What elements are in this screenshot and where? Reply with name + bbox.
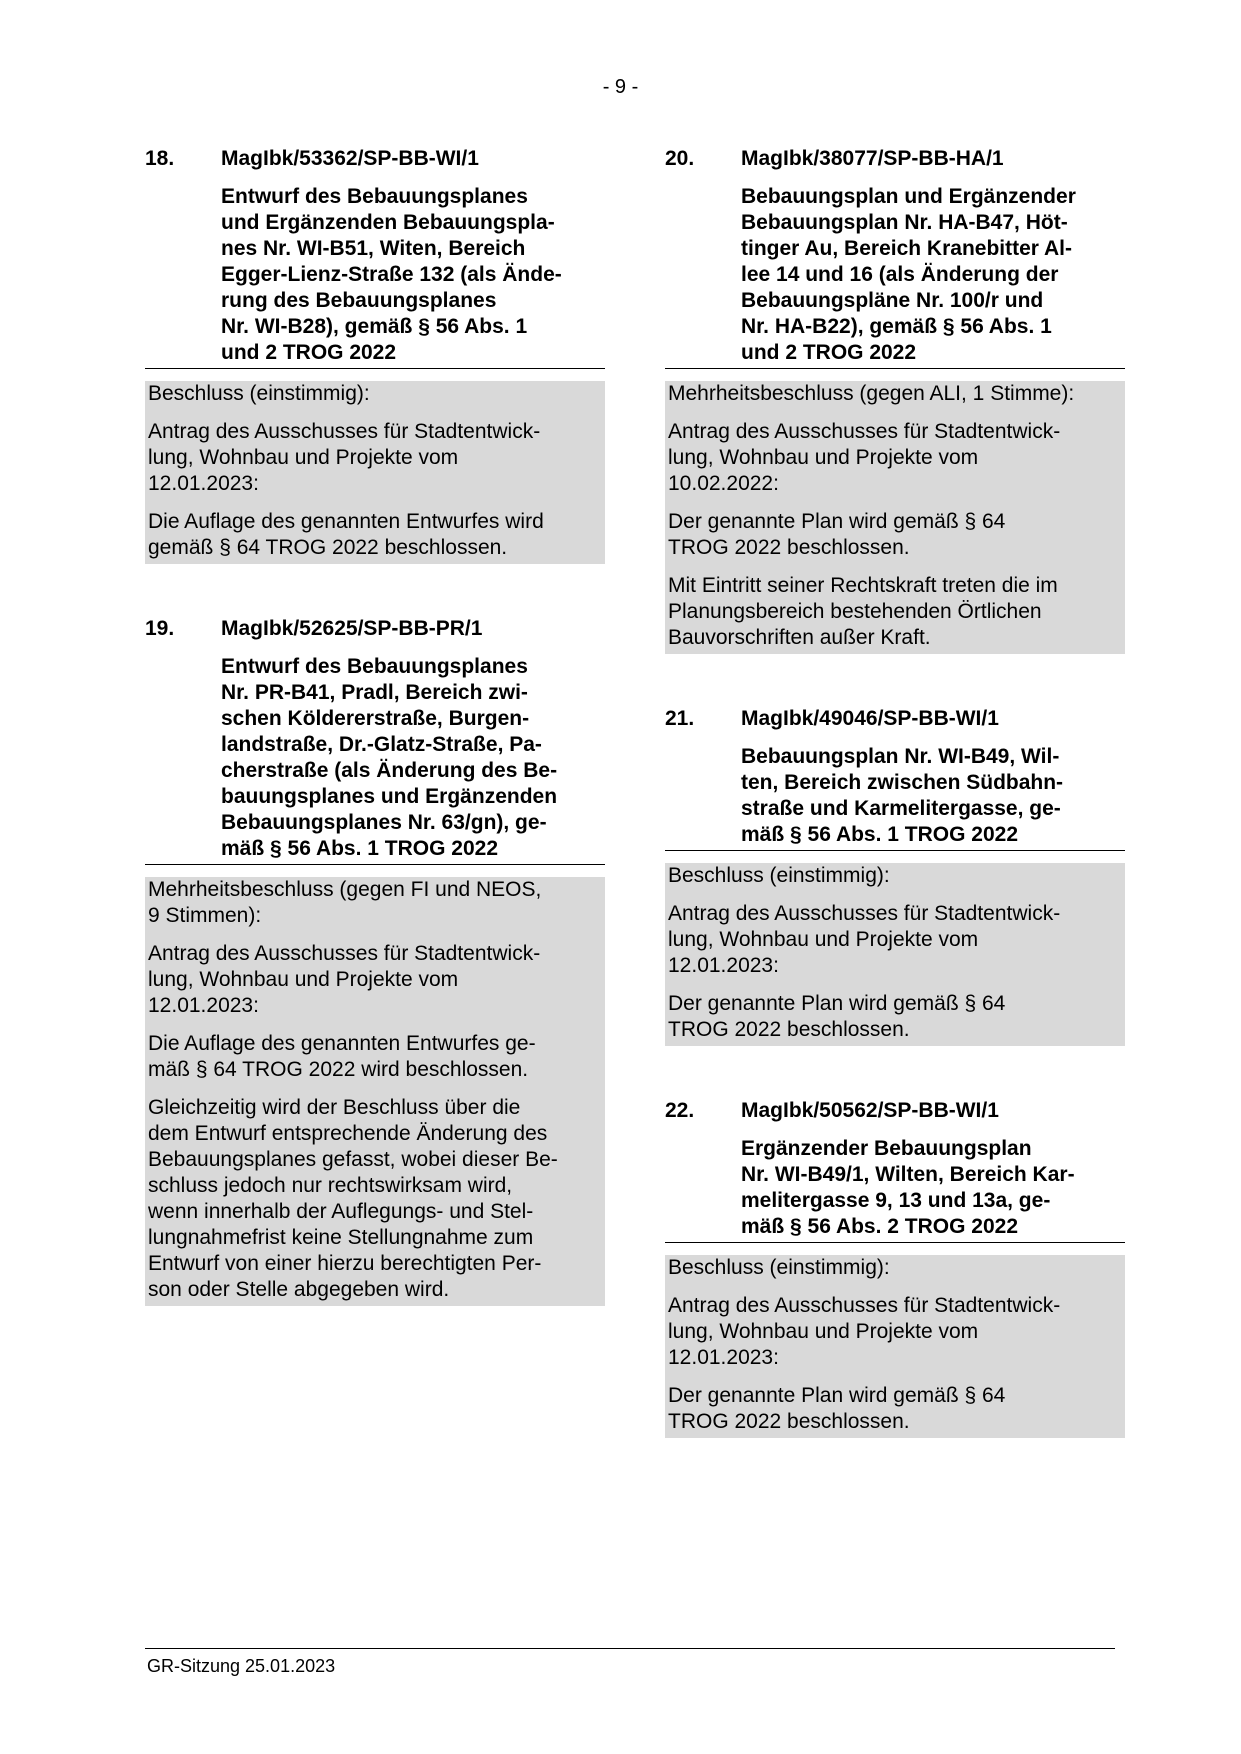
title-line: Bebauungsplan Nr. HA-B47, Höt-: [741, 211, 1068, 234]
decision-line: 12.01.2023:: [668, 954, 779, 977]
agenda-item-title: [665, 744, 1125, 851]
decision-line: Die Auflage des genannten Entwurfes wird: [148, 510, 544, 533]
title-line: Bebauungspläne Nr. 100/r und: [741, 289, 1044, 312]
title-line: und 2 TROG 2022: [741, 341, 917, 364]
agenda-item: [145, 146, 605, 564]
title-line: Entwurf des Bebauungsplanes: [221, 185, 528, 208]
footer-session-date: GR-Sitzung 25.01.2023: [147, 1656, 336, 1676]
decision-line: Antrag des Ausschusses für Stadtentwick-: [668, 902, 1061, 925]
agenda-item-code: MagIbk/52625/SP-BB-PR/1: [221, 617, 483, 640]
agenda-item-title: [145, 184, 605, 369]
agenda-item-title: [665, 184, 1125, 369]
decision-line: Entwurf von einer hierzu berechtigten Per-: [148, 1252, 542, 1275]
agenda-item: [665, 146, 1125, 654]
decision-paragraph: [148, 381, 602, 407]
agenda-item-header: [665, 146, 1125, 172]
decision-paragraph: [668, 573, 1122, 651]
title-line: Bebauungsplan Nr. WI-B49, Wil-: [741, 745, 1060, 768]
decision-paragraph: [668, 863, 1122, 889]
decision-line: Planungsbereich bestehenden Örtlichen: [668, 600, 1042, 623]
agenda-item-header: [665, 1098, 1125, 1124]
decision-line: lung, Wohnbau und Projekte vom: [148, 968, 459, 991]
agenda-item-header: [145, 146, 605, 172]
decision-paragraph: [148, 941, 602, 1019]
decision-line: Bebauungsplanes gefasst, wobei dieser Be-: [148, 1148, 558, 1171]
left-column: [145, 146, 605, 1358]
decision-line: son oder Stelle abgegeben wird.: [148, 1278, 450, 1301]
agenda-item-code: MagIbk/53362/SP-BB-WI/1: [221, 147, 479, 170]
decision-line: 9 Stimmen):: [148, 904, 262, 927]
decision-line: Die Auflage des genannten Entwurfes ge-: [148, 1032, 536, 1055]
decision-line: TROG 2022 beschlossen.: [668, 1410, 910, 1433]
title-line: ten, Bereich zwischen Südbahn-: [741, 771, 1064, 794]
decision-paragraph: [668, 1383, 1122, 1435]
decision-line: lung, Wohnbau und Projekte vom: [668, 928, 979, 951]
agenda-item: [665, 1098, 1125, 1438]
decision-line: dem Entwurf entsprechende Änderung des: [148, 1122, 548, 1145]
decision-line: 10.02.2022:: [668, 472, 779, 495]
decision-line: lung, Wohnbau und Projekte vom: [668, 446, 979, 469]
title-line: mäß § 56 Abs. 1 TROG 2022: [221, 837, 499, 860]
agenda-item-header: [145, 616, 605, 642]
decision-line: schluss jedoch nur rechtswirksam wird,: [148, 1174, 513, 1197]
decision-line: Bauvorschriften außer Kraft.: [668, 626, 931, 649]
decision-line: Antrag des Ausschusses für Stadtentwick-: [148, 942, 541, 965]
title-line: Nr. HA-B22), gemäß § 56 Abs. 1: [741, 315, 1052, 338]
decision-paragraph: [668, 991, 1122, 1043]
decision-paragraph: [668, 1293, 1122, 1371]
decision-box: [665, 1255, 1125, 1438]
title-line: Ergänzender Bebauungsplan: [741, 1137, 1032, 1160]
decision-box: [665, 381, 1125, 654]
decision-line: Der genannte Plan wird gemäß § 64: [668, 1384, 1006, 1407]
decision-line: Antrag des Ausschusses für Stadtentwick-: [148, 420, 541, 443]
decision-line: mäß § 64 TROG 2022 wird beschlossen.: [148, 1058, 529, 1081]
decision-line: 12.01.2023:: [668, 1346, 779, 1369]
title-line: mäß § 56 Abs. 1 TROG 2022: [741, 823, 1019, 846]
decision-line: Beschluss (einstimmig):: [148, 382, 370, 405]
title-line: und Ergänzenden Bebauungspla-: [221, 211, 555, 234]
title-line: und 2 TROG 2022: [221, 341, 397, 364]
footer-divider: [145, 1648, 1115, 1649]
title-line: cherstraße (als Änderung des Be-: [221, 759, 558, 782]
decision-line: Mehrheitsbeschluss (gegen FI und NEOS,: [148, 878, 542, 901]
decision-line: lung, Wohnbau und Projekte vom: [668, 1320, 979, 1343]
agenda-item-code: MagIbk/50562/SP-BB-WI/1: [741, 1099, 999, 1122]
decision-paragraph: [148, 1095, 602, 1303]
title-line: bauungsplanes und Ergänzenden: [221, 785, 558, 808]
decision-line: Der genannte Plan wird gemäß § 64: [668, 510, 1006, 533]
decision-paragraph: [668, 381, 1122, 407]
decision-line: Der genannte Plan wird gemäß § 64: [668, 992, 1006, 1015]
decision-line: Mehrheitsbeschluss (gegen ALI, 1 Stimme):: [668, 382, 1075, 405]
agenda-item: [145, 616, 605, 1306]
decision-box: [665, 863, 1125, 1046]
title-line: Nr. WI-B28), gemäß § 56 Abs. 1: [221, 315, 528, 338]
title-line: landstraße, Dr.-Glatz-Straße, Pa-: [221, 733, 542, 756]
title-line: Bebauungsplan und Ergänzender: [741, 185, 1076, 208]
decision-box: [145, 877, 605, 1306]
decision-paragraph: [148, 877, 602, 929]
decision-box: [145, 381, 605, 564]
agenda-item-title: [145, 654, 605, 865]
decision-line: TROG 2022 beschlossen.: [668, 1018, 910, 1041]
title-line: Egger-Lienz-Straße 132 (als Ände-: [221, 263, 562, 286]
decision-line: Beschluss (einstimmig):: [668, 1256, 890, 1279]
decision-line: Beschluss (einstimmig):: [668, 864, 890, 887]
agenda-item-number: 19.: [145, 617, 175, 640]
title-line: Entwurf des Bebauungsplanes: [221, 655, 528, 678]
title-line: mäß § 56 Abs. 2 TROG 2022: [741, 1215, 1019, 1238]
agenda-item-number: 22.: [665, 1099, 695, 1122]
title-line: Nr. WI-B49/1, Wilten, Bereich Kar-: [741, 1163, 1075, 1186]
agenda-item-number: 18.: [145, 147, 175, 170]
decision-line: 12.01.2023:: [148, 994, 259, 1017]
decision-paragraph: [148, 1031, 602, 1083]
agenda-item-code: MagIbk/38077/SP-BB-HA/1: [741, 147, 1004, 170]
title-line: rung des Bebauungsplanes: [221, 289, 497, 312]
decision-line: Antrag des Ausschusses für Stadtentwick-: [668, 1294, 1061, 1317]
agenda-item-header: [665, 706, 1125, 732]
decision-line: wenn innerhalb der Auflegungs- und Stel-: [148, 1200, 534, 1223]
page-number: - 9 -: [602, 76, 639, 98]
decision-line: TROG 2022 beschlossen.: [668, 536, 910, 559]
right-column: [665, 146, 1125, 1490]
title-line: lee 14 und 16 (als Änderung der: [741, 263, 1059, 286]
decision-paragraph: [668, 1255, 1122, 1281]
title-line: melitergasse 9, 13 und 13a, ge-: [741, 1189, 1051, 1212]
decision-paragraph: [668, 509, 1122, 561]
decision-paragraph: [668, 419, 1122, 497]
agenda-item-number: 21.: [665, 707, 695, 730]
decision-paragraph: [148, 419, 602, 497]
agenda-item-title: [665, 1136, 1125, 1243]
decision-line: Mit Eintritt seiner Rechtskraft treten die im: [668, 574, 1058, 597]
title-line: straße und Karmelitergasse, ge-: [741, 797, 1061, 820]
agenda-item: [665, 706, 1125, 1046]
decision-line: Antrag des Ausschusses für Stadtentwick-: [668, 420, 1061, 443]
decision-line: lungnahmefrist keine Stellungnahme zum: [148, 1226, 534, 1249]
decision-paragraph: [148, 509, 602, 561]
decision-line: Gleichzeitig wird der Beschluss über die: [148, 1096, 521, 1119]
title-line: Bebauungsplanes Nr. 63/gn), ge-: [221, 811, 547, 834]
agenda-item-number: 20.: [665, 147, 695, 170]
title-line: tinger Au, Bereich Kranebitter Al-: [741, 237, 1072, 260]
title-line: schen Köldererstraße, Burgen-: [221, 707, 530, 730]
title-line: Nr. PR-B41, Pradl, Bereich zwi-: [221, 681, 528, 704]
decision-line: gemäß § 64 TROG 2022 beschlossen.: [148, 536, 508, 559]
agenda-item-code: MagIbk/49046/SP-BB-WI/1: [741, 707, 999, 730]
decision-paragraph: [668, 901, 1122, 979]
title-line: nes Nr. WI-B51, Witen, Bereich: [221, 237, 526, 260]
decision-line: lung, Wohnbau und Projekte vom: [148, 446, 459, 469]
decision-line: 12.01.2023:: [148, 472, 259, 495]
